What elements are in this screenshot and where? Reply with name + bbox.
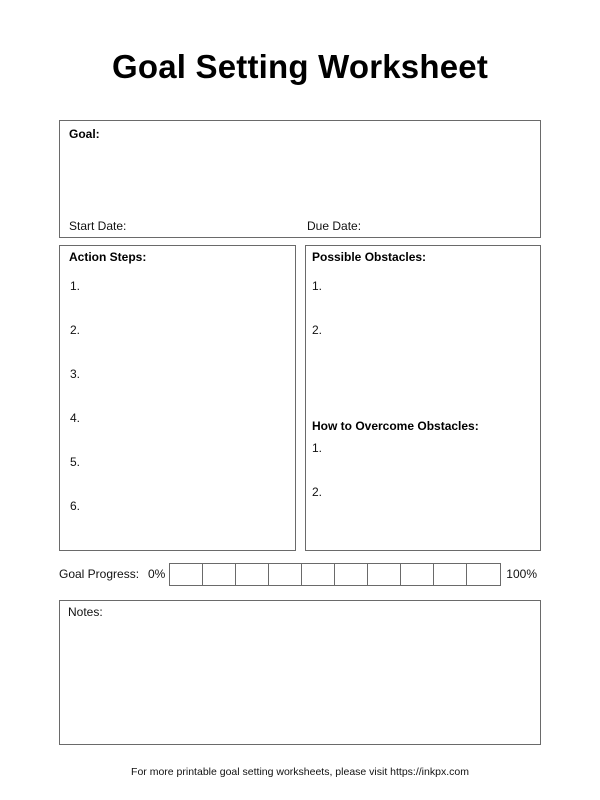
goal-progress-label: Goal Progress: (59, 567, 140, 581)
obstacles-heading: Possible Obstacles: (312, 250, 427, 264)
goal-progress-row (59, 563, 541, 586)
action-step-item: 3. (70, 367, 81, 381)
progress-cell[interactable] (434, 564, 467, 585)
progress-end-label: 100% (506, 567, 537, 581)
progress-cell[interactable] (236, 564, 269, 585)
footer-text: For more printable goal setting worksheets, please visit https://inkpx.com (131, 766, 469, 778)
progress-cell[interactable] (335, 564, 368, 585)
progress-cell[interactable] (368, 564, 401, 585)
progress-start-label: 0% (148, 567, 166, 581)
progress-cell[interactable] (170, 564, 203, 585)
due-date-label: Due Date: (307, 219, 362, 233)
progress-cell[interactable] (401, 564, 434, 585)
overcome-item: 1. (312, 441, 323, 455)
obstacle-item: 2. (312, 323, 323, 337)
action-step-item: 6. (70, 499, 81, 513)
start-date-label: Start Date: (69, 219, 127, 233)
progress-cell[interactable] (203, 564, 236, 585)
overcome-item: 2. (312, 485, 323, 499)
progress-cell[interactable] (467, 564, 500, 585)
action-steps-heading: Action Steps: (69, 250, 147, 264)
overcome-heading: How to Overcome Obstacles: (312, 419, 479, 433)
obstacles-section[interactable] (305, 245, 541, 551)
progress-cells (169, 563, 501, 586)
notes-label: Notes: (68, 605, 103, 619)
action-step-item: 4. (70, 411, 81, 425)
progress-cell[interactable] (302, 564, 335, 585)
page-title: Goal Setting Worksheet (111, 48, 489, 85)
progress-cell[interactable] (269, 564, 302, 585)
action-step-item: 2. (70, 323, 81, 337)
goal-section[interactable] (59, 120, 541, 238)
notes-section[interactable] (59, 600, 541, 745)
action-step-item: 1. (70, 279, 81, 293)
action-steps-section[interactable] (59, 245, 296, 551)
action-step-item: 5. (70, 455, 81, 469)
goal-label: Goal: (69, 127, 100, 141)
obstacle-item: 1. (312, 279, 323, 293)
